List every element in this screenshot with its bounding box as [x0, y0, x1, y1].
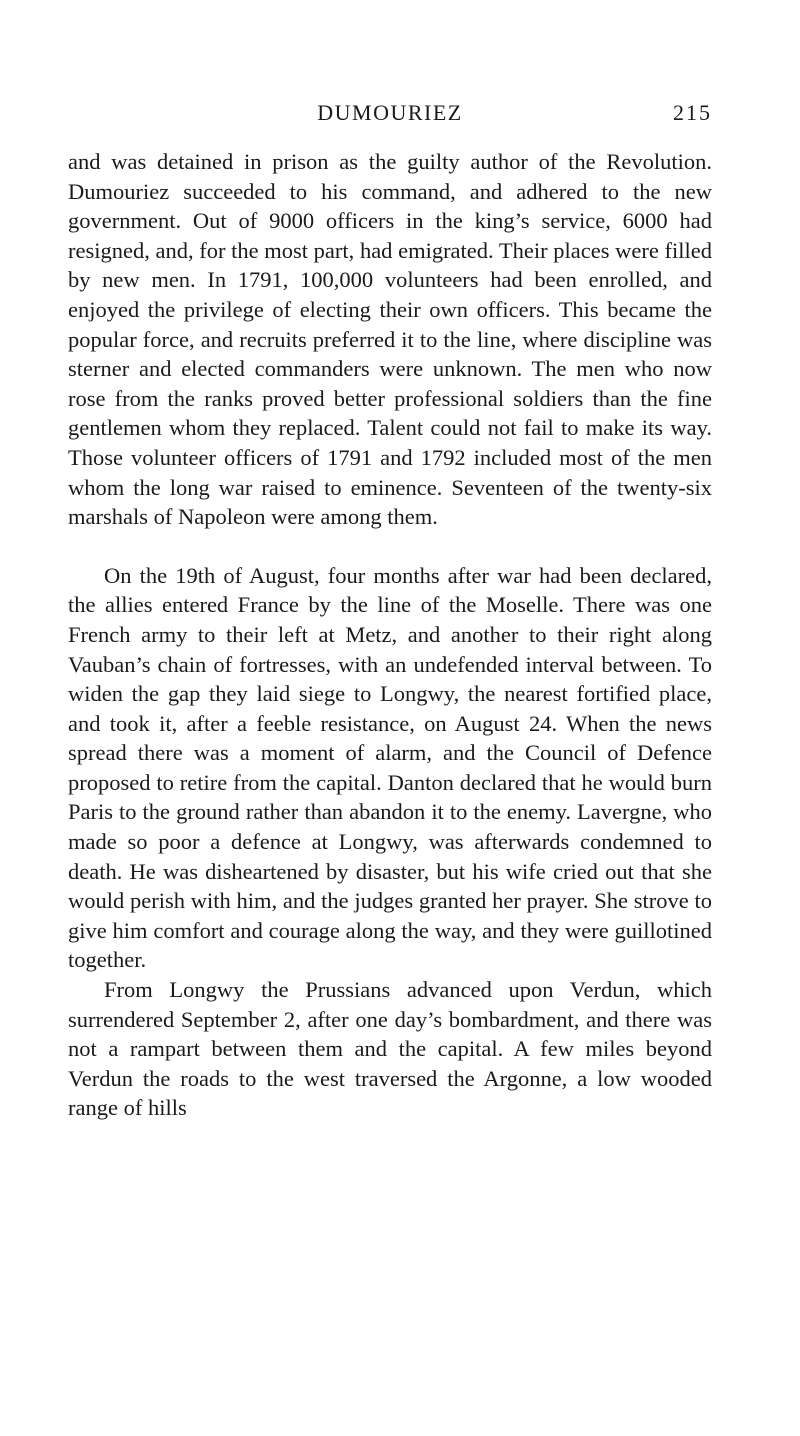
paragraph-continued: and was detained in prison as the guilty author of the Revolution. Dumouriez succeeded to his command, and adhered to the new government. Out of 9000 officers in the king’s service, 6000 had resigned, and, for the most part, had emigrated. Their places were filled by new men. In 1791, 100,000 volunteers had been enrolled, and enjoyed the privilege of electing their own officers. This became the popular force, and recruits preferred it to the line, where discipline was sterner and elected commanders were unknown. The men who now rose from the ranks proved better professional soldiers than the fine gentlemen whom they replaced. Talent could not fail to make its way. Those volunteer officers of 1791 and 1792 included most of the men whom the long war raised to eminence. Seventeen of the twenty-six marshals of Napoleon were among them.: [68, 149, 712, 530]
page-number: 215: [673, 100, 712, 125]
paragraph-allies-invasion: On the 19th of August, four months after war had been declared, the allies entered France by the line of the Moselle. There was one French army to their left at Metz, and another to their right along Vauban’s chain of fortresses, with an undefended interval between. To widen the gap they laid siege to Longwy, the nearest fortified place, and took it, after a feeble resistance, on August 24. When the news spread there was a moment of alarm, and the Council of Defence proposed to retire from the capital. Danton declared that he would burn Paris to the ground rather than abandon it to the enemy. Lavergne, who made so poor a defence at Longwy, was afterwards condemned to death. He was disheartened by disaster, but his wife cried out that she would perish with him, and the judges granted her prayer. She strove to give him comfort and courage along the way, and they were guillotined together.: [68, 562, 712, 973]
running-title: DUMOURIEZ: [317, 100, 463, 125]
paragraph-verdun: From Longwy the Prussians advanced upon Verdun, which surrendered September 2, after one day’s bombardment, and there was not a rampart between them and the capital. A few miles beyond Verdun the roads to the west traversed the Argonne, a low wooded range of hills: [68, 977, 712, 1121]
page-header: [68, 100, 712, 130]
body-text: [68, 147, 712, 1123]
